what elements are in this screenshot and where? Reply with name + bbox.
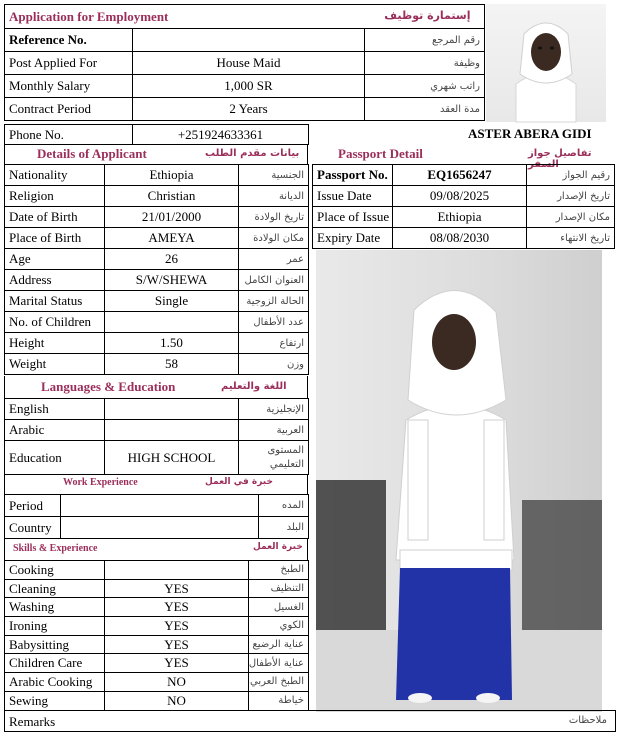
work-title-en: Work Experience	[63, 477, 138, 488]
post-value: House Maid	[133, 52, 365, 75]
detail-value: Christian	[105, 186, 239, 207]
skill-label: Arabic Cooking	[5, 673, 105, 692]
passport-title-ar: تفاصيل جواز السفر	[528, 148, 592, 170]
languages-table	[4, 398, 309, 475]
detail-label: Religion	[5, 186, 105, 207]
detail-label: Age	[5, 249, 105, 270]
passport-label-ar: تاريخ الانتهاء	[527, 228, 615, 249]
phone-table	[4, 124, 309, 145]
skills-table	[4, 560, 309, 711]
remarks-label-ar: ملاحظات	[568, 715, 607, 726]
skill-value	[105, 561, 249, 580]
skill-label-ar: عناية الرضيع	[249, 635, 309, 654]
details-title-en: Details of Applicant	[37, 146, 147, 161]
passport-value: 08/08/2030	[393, 228, 527, 249]
detail-value: Ethiopia	[105, 165, 239, 186]
skill-row	[5, 598, 309, 617]
detail-row	[5, 333, 309, 354]
detail-label: Weight	[5, 354, 105, 375]
passport-row	[313, 165, 615, 186]
detail-row	[5, 165, 309, 186]
remarks-label: Remarks	[9, 714, 56, 729]
education-value: HIGH SCHOOL	[105, 441, 239, 475]
skill-label: Babysitting	[5, 635, 105, 654]
detail-value: AMEYA	[105, 228, 239, 249]
detail-row	[5, 228, 309, 249]
english-label: English	[5, 399, 105, 420]
detail-value: 26	[105, 249, 239, 270]
form-title	[5, 5, 471, 29]
detail-value: 1.50	[105, 333, 239, 354]
skill-row	[5, 617, 309, 636]
detail-label: No. of Children	[5, 312, 105, 333]
passport-value: 09/08/2025	[393, 186, 527, 207]
skill-label-ar: الطبخ العربي	[249, 673, 309, 692]
skill-label-ar: خياطة	[249, 691, 309, 710]
skill-row	[5, 654, 309, 673]
work-table	[4, 494, 309, 539]
skills-title-en: Skills & Experience	[13, 543, 98, 554]
english-value	[105, 399, 239, 420]
arabic-label-ar: العربية	[239, 420, 309, 441]
passport-title-en: Passport Detail	[338, 146, 423, 161]
detail-row	[5, 249, 309, 270]
post-label: Post Applied For	[5, 52, 133, 75]
skills-section-header	[4, 538, 308, 560]
skill-label-ar: عناية الأطفال	[249, 654, 309, 673]
skill-row	[5, 579, 309, 598]
country-label-ar: البلد	[259, 517, 309, 539]
remarks-row	[4, 710, 616, 732]
arabic-value	[105, 420, 239, 441]
country-label: Country	[5, 517, 61, 539]
skill-value: YES	[105, 654, 249, 673]
top-info-table	[4, 4, 485, 121]
detail-label-ar: الجنسية	[239, 165, 309, 186]
detail-label-ar: تاريخ الولادة	[239, 207, 309, 228]
details-section-header	[4, 144, 308, 164]
detail-label-ar: الديانة	[239, 186, 309, 207]
form-title-en: Application for Employment	[9, 8, 169, 24]
detail-row	[5, 186, 309, 207]
phone-value: +251924633361	[133, 125, 309, 145]
passport-row	[313, 186, 615, 207]
skill-label-ar: الطبخ	[249, 561, 309, 580]
skill-label-ar: الكوي	[249, 617, 309, 636]
period-value	[61, 495, 259, 517]
skill-value: YES	[105, 579, 249, 598]
post-label-ar: وظيفة	[365, 52, 485, 75]
detail-value: S/W/SHEWA	[105, 270, 239, 291]
skill-label: Ironing	[5, 617, 105, 636]
salary-value: 1,000 SR	[133, 75, 365, 98]
skill-row	[5, 561, 309, 580]
skill-row	[5, 691, 309, 710]
languages-section-header	[4, 376, 308, 398]
passport-label: Issue Date	[313, 186, 393, 207]
contract-label: Contract Period	[5, 98, 133, 121]
detail-label: Nationality	[5, 165, 105, 186]
detail-label: Place of Birth	[5, 228, 105, 249]
detail-label: Address	[5, 270, 105, 291]
passport-value: Ethiopia	[393, 207, 527, 228]
detail-label-ar: عمر	[239, 249, 309, 270]
skill-value: NO	[105, 673, 249, 692]
passport-label-ar: مكان الإصدار	[527, 207, 615, 228]
form-title-ar: إستمارة توظيف	[384, 8, 471, 22]
reference-label: Reference No.	[5, 29, 133, 52]
skill-value: NO	[105, 691, 249, 710]
phone-label: Phone No.	[5, 125, 133, 145]
detail-value: Single	[105, 291, 239, 312]
detail-row	[5, 207, 309, 228]
reference-value	[133, 29, 365, 52]
skill-label-ar: الغسيل	[249, 598, 309, 617]
detail-label-ar: ارتفاع	[239, 333, 309, 354]
detail-row	[5, 270, 309, 291]
portrait-photo	[486, 4, 606, 122]
passport-label-ar: تاريخ الإصدار	[527, 186, 615, 207]
passport-row	[313, 207, 615, 228]
skill-label: Children Care	[5, 654, 105, 673]
detail-value: 58	[105, 354, 239, 375]
applicant-name: ASTER ABERA GIDI	[468, 126, 592, 141]
skill-label-ar: التنظيف	[249, 579, 309, 598]
reference-label-ar: رقم المرجع	[365, 29, 485, 52]
details-table	[4, 164, 309, 375]
passport-label: Passport No.	[313, 165, 393, 186]
english-label-ar: الإنجليزية	[239, 399, 309, 420]
period-label: Period	[5, 495, 61, 517]
arabic-label: Arabic	[5, 420, 105, 441]
salary-label-ar: راتب شهري	[365, 75, 485, 98]
detail-label-ar: عدد الأطفال	[239, 312, 309, 333]
detail-label: Height	[5, 333, 105, 354]
passport-value: EQ1656247	[393, 165, 527, 186]
country-value	[61, 517, 259, 539]
passport-label: Expiry Date	[313, 228, 393, 249]
detail-label: Marital Status	[5, 291, 105, 312]
passport-label-ar: رقيم الجواز	[527, 165, 615, 186]
skill-row	[5, 635, 309, 654]
detail-row	[5, 354, 309, 375]
salary-label: Monthly Salary	[5, 75, 133, 98]
full-body-photo	[316, 250, 602, 712]
contract-label-ar: مدة العقد	[365, 98, 485, 121]
skill-label: Cooking	[5, 561, 105, 580]
skill-value: YES	[105, 617, 249, 636]
detail-label: Date of Birth	[5, 207, 105, 228]
detail-label-ar: وزن	[239, 354, 309, 375]
skills-title-ar: خبرة العمل	[253, 542, 303, 552]
languages-title-ar: اللغة والتعليم	[221, 381, 287, 392]
detail-label-ar: مكان الولادة	[239, 228, 309, 249]
detail-label-ar: العنوان الكامل	[239, 270, 309, 291]
education-label-ar: المستوى التعليمي	[239, 441, 309, 475]
skill-value: YES	[105, 635, 249, 654]
passport-row	[313, 228, 615, 249]
detail-label-ar: الحالة الزوجية	[239, 291, 309, 312]
work-section-header	[4, 474, 308, 494]
detail-value	[105, 312, 239, 333]
education-label: Education	[5, 441, 105, 475]
detail-row	[5, 291, 309, 312]
contract-value: 2 Years	[133, 98, 365, 121]
passport-label: Place of Issue	[313, 207, 393, 228]
passport-section-header	[312, 144, 614, 170]
languages-title-en: Languages & Education	[41, 379, 176, 394]
details-title-ar: بيانات مقدم الطلب	[205, 148, 300, 159]
skill-label: Sewing	[5, 691, 105, 710]
detail-value: 21/01/2000	[105, 207, 239, 228]
period-label-ar: المده	[259, 495, 309, 517]
skill-label: Cleaning	[5, 579, 105, 598]
passport-table	[312, 164, 615, 249]
skill-row	[5, 673, 309, 692]
skill-label: Washing	[5, 598, 105, 617]
work-title-ar: خبرة في العمل	[205, 477, 273, 487]
skill-value: YES	[105, 598, 249, 617]
detail-row	[5, 312, 309, 333]
